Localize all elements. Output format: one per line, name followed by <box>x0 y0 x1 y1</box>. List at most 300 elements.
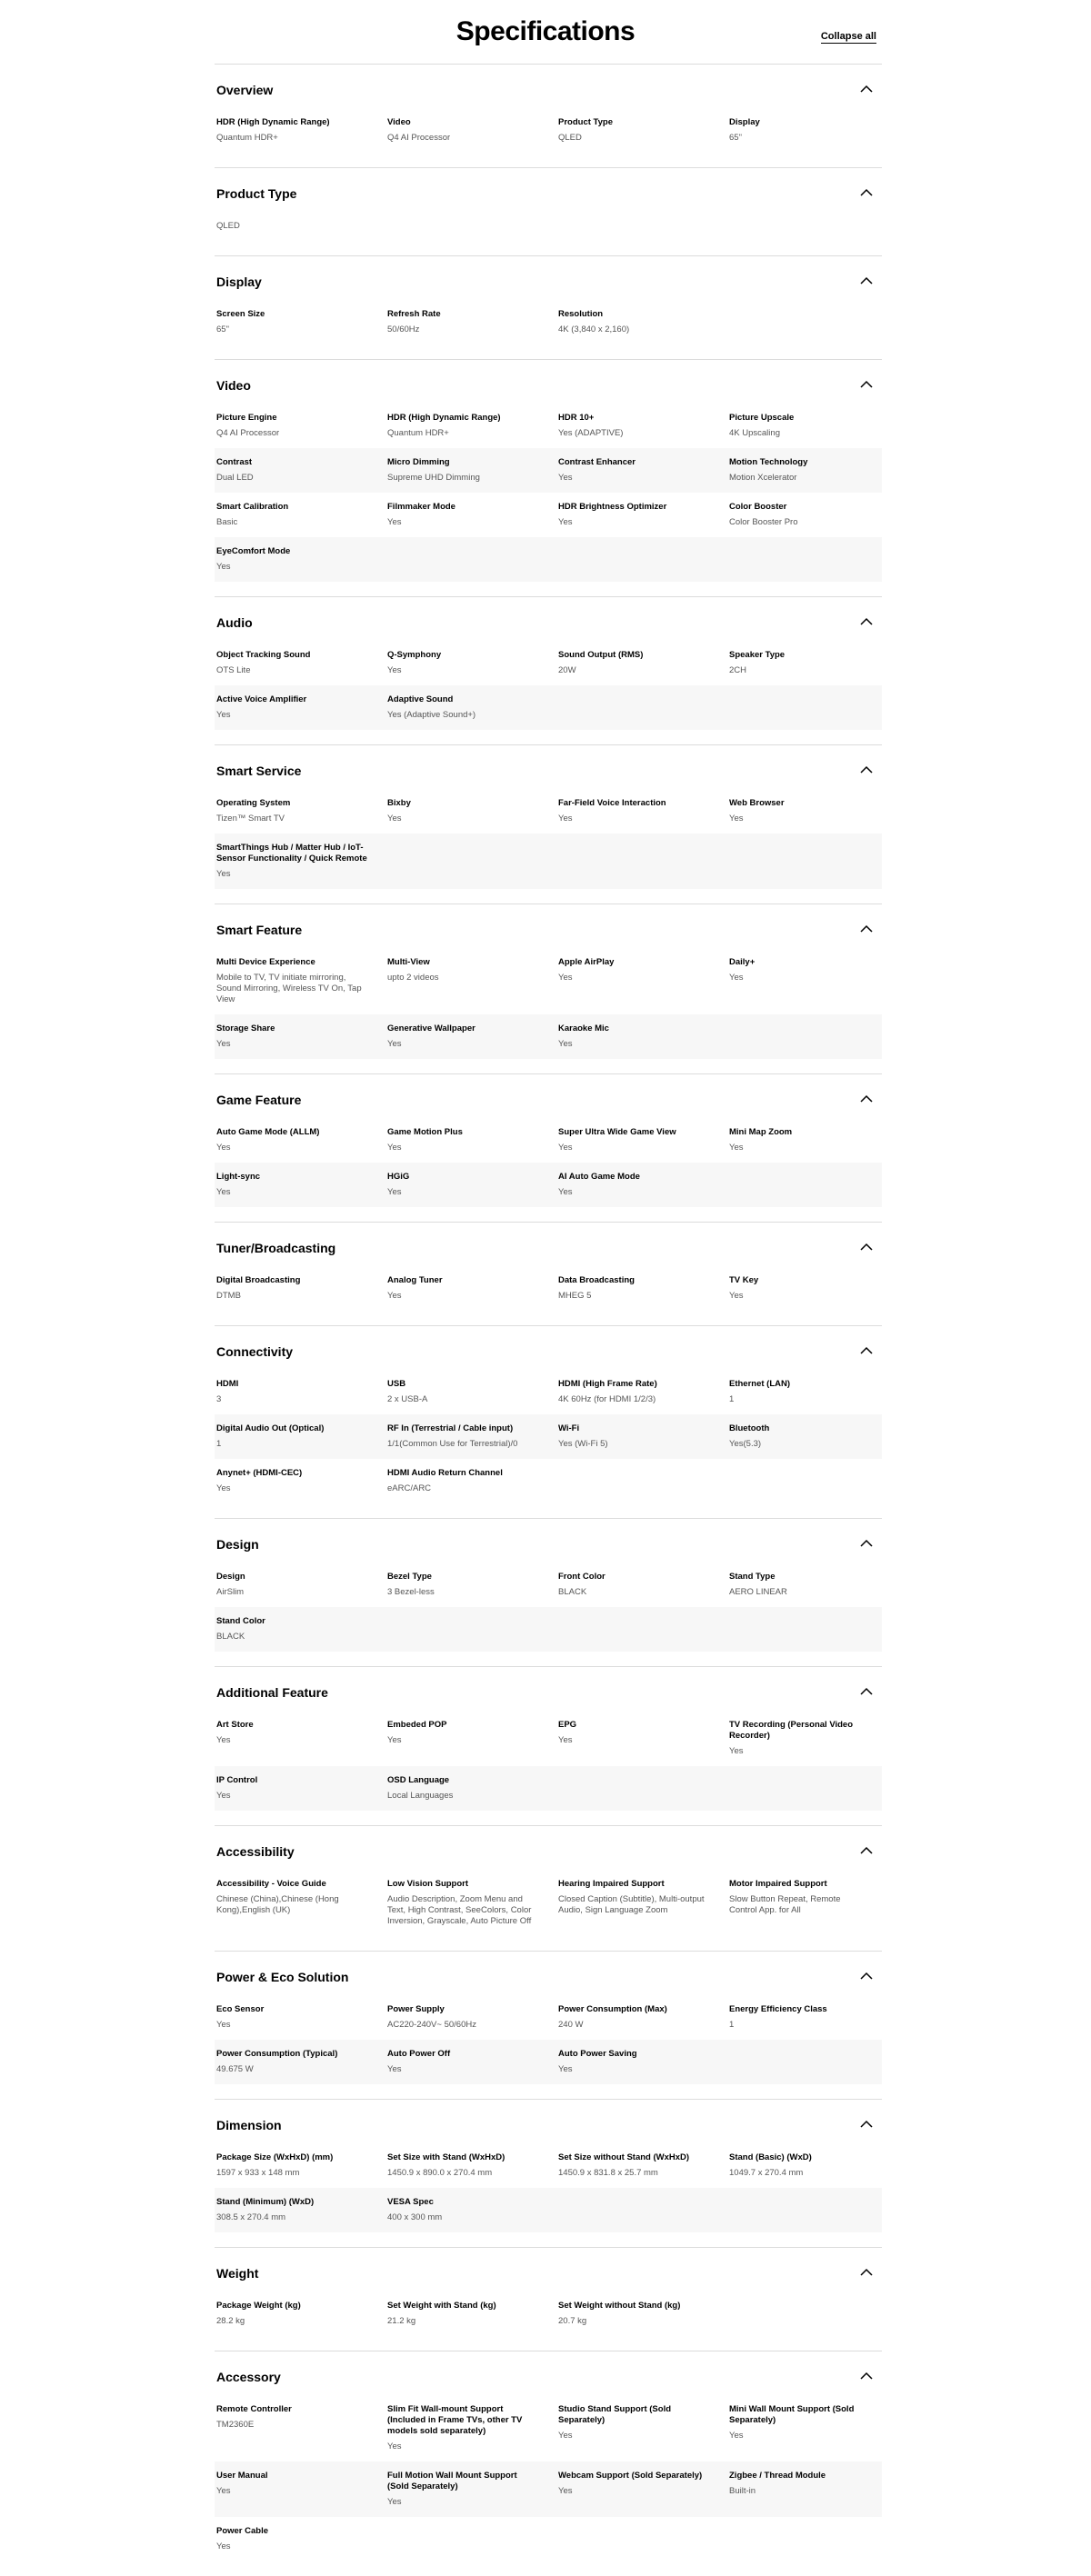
spec-item <box>385 457 556 484</box>
spec-item <box>215 1275 385 1302</box>
spec-section-product-type <box>215 167 882 255</box>
spec-value: DTMB <box>216 1291 241 1301</box>
spec-value: Dual LED <box>216 473 254 483</box>
spec-item <box>385 1275 556 1302</box>
spec-section-display <box>215 255 882 359</box>
section-title: Dimension <box>216 2118 282 2132</box>
spec-label: HDR (High Dynamic Range) <box>216 117 330 127</box>
spec-row <box>215 2291 882 2336</box>
spec-value: Built-in <box>729 2486 756 2496</box>
spec-item <box>556 457 727 484</box>
section-header[interactable] <box>215 2114 882 2136</box>
spec-value: Yes <box>558 1039 573 1049</box>
spec-row <box>215 641 882 685</box>
spec-item <box>215 2471 385 2508</box>
spec-label: Wi-Fi <box>558 1423 580 1433</box>
spec-item <box>727 1720 882 1757</box>
spec-label: User Manual <box>216 2471 268 2481</box>
spec-row <box>215 300 882 344</box>
spec-value: 240 W <box>558 2020 584 2030</box>
spec-item <box>556 2004 727 2031</box>
chevron-up-icon[interactable] <box>860 188 873 197</box>
section-title: Smart Service <box>216 764 302 778</box>
spec-value: Yes <box>216 2486 231 2496</box>
chevron-up-icon[interactable] <box>860 2120 873 2129</box>
spec-value: upto 2 videos <box>387 973 439 983</box>
chevron-up-icon[interactable] <box>860 2371 873 2381</box>
spec-row <box>215 212 882 241</box>
spec-value: Local Languages <box>387 1791 454 1801</box>
spec-value: Q4 AI Processor <box>387 133 451 143</box>
spec-value: MHEG 5 <box>558 1291 592 1301</box>
chevron-up-icon[interactable] <box>860 1972 873 1981</box>
spec-label: Front Color <box>558 1572 606 1582</box>
section-header[interactable] <box>215 2262 882 2284</box>
spec-item <box>215 1720 385 1757</box>
spec-label: RF In (Terrestrial / Cable input) <box>387 1423 514 1433</box>
spec-item <box>727 2471 882 2508</box>
spec-value: Yes <box>216 1039 231 1049</box>
spec-value: 20W <box>558 665 576 675</box>
spec-section-accessory <box>215 2351 882 2576</box>
spec-label: Light-sync <box>216 1172 261 1182</box>
spec-value: OTS Lite <box>216 665 251 675</box>
spec-value: 4K Upscaling <box>729 428 780 438</box>
spec-value: 2 x USB-A <box>387 1394 428 1404</box>
section-header[interactable] <box>215 1237 882 1259</box>
spec-item <box>556 2301 727 2327</box>
spec-item <box>215 117 385 144</box>
spec-item <box>727 2152 882 2179</box>
chevron-up-icon[interactable] <box>860 765 873 774</box>
spec-label: Bixby <box>387 798 411 808</box>
spec-item <box>385 957 556 1005</box>
section-title: Accessory <box>216 2370 281 2384</box>
spec-item <box>556 1127 727 1153</box>
spec-item <box>215 694 385 721</box>
spec-label: Digital Broadcasting <box>216 1275 301 1285</box>
spec-value: Yes <box>216 2020 231 2030</box>
chevron-up-icon[interactable] <box>860 1846 873 1855</box>
spec-item <box>556 502 727 528</box>
spec-item <box>215 798 385 824</box>
spec-item <box>215 309 385 335</box>
spec-item <box>556 1720 727 1757</box>
spec-rows <box>215 1711 882 1811</box>
spec-label: Stand Color <box>216 1616 265 1626</box>
spec-rows <box>215 1370 882 1503</box>
spec-item <box>556 2152 727 2179</box>
spec-value: Yes <box>558 814 573 824</box>
spec-item <box>215 1616 385 1642</box>
spec-value: 1/1(Common Use for Terrestrial)/0 <box>387 1439 518 1449</box>
spec-value: 1450.9 x 890.0 x 270.4 mm <box>387 2168 493 2178</box>
spec-section-dimension <box>215 2099 882 2247</box>
spec-label: HDR 10+ <box>558 413 595 423</box>
spec-section-overview <box>215 64 882 167</box>
spec-row <box>215 2143 882 2188</box>
spec-label: Display <box>729 117 760 127</box>
spec-item <box>215 2197 385 2223</box>
spec-value: Yes <box>729 1143 744 1153</box>
spec-label: Hearing Impaired Support <box>558 1879 665 1889</box>
spec-item <box>215 221 385 232</box>
spec-item <box>215 1879 385 1927</box>
spec-list <box>215 64 882 2576</box>
spec-label: Adaptive Sound <box>387 694 454 704</box>
spec-item <box>556 1423 727 1450</box>
spec-row <box>215 2188 882 2232</box>
spec-label: Storage Share <box>216 1023 275 1033</box>
spec-value: Yes <box>387 1039 402 1049</box>
spec-value: QLED <box>558 133 582 143</box>
spec-label: IP Control <box>216 1775 258 1785</box>
spec-value: Yes <box>387 2497 402 2507</box>
spec-item <box>385 1379 556 1405</box>
spec-item <box>556 117 727 144</box>
spec-label: TV Recording (Personal Video Recorder) <box>729 1720 854 1741</box>
spec-item <box>556 1572 727 1598</box>
spec-label: Micro Dimming <box>387 457 450 467</box>
spec-value: AirSlim <box>216 1587 245 1597</box>
spec-value: Yes <box>558 2431 573 2441</box>
spec-value: TM2360E <box>216 2420 255 2430</box>
spec-label: Digital Audio Out (Optical) <box>216 1423 325 1433</box>
spec-value: Yes <box>558 517 573 527</box>
spec-label: HDR (High Dynamic Range) <box>387 413 501 423</box>
spec-item <box>215 1172 385 1198</box>
chevron-up-icon[interactable] <box>860 85 873 94</box>
spec-label: Smart Calibration <box>216 502 289 512</box>
spec-value: Motion Xcelerator <box>729 473 797 483</box>
spec-item <box>556 1379 727 1405</box>
spec-row <box>215 1370 882 1414</box>
spec-label: Package Weight (kg) <box>216 2301 301 2311</box>
spec-section-audio <box>215 596 882 744</box>
spec-row <box>215 1014 882 1059</box>
spec-item <box>385 1572 556 1598</box>
spec-item <box>385 650 556 676</box>
spec-value: 2CH <box>729 665 747 675</box>
spec-item <box>727 2404 882 2452</box>
spec-item <box>215 1127 385 1153</box>
spec-value: Quantum HDR+ <box>216 133 278 143</box>
spec-item <box>727 798 882 824</box>
spec-label: Generative Wallpaper <box>387 1023 475 1033</box>
spec-item <box>385 2301 556 2327</box>
section-header[interactable] <box>215 919 882 941</box>
spec-item <box>385 1423 556 1450</box>
spec-row <box>215 108 882 153</box>
spec-value: Yes <box>216 1483 231 1493</box>
spec-value: Yes <box>387 517 402 527</box>
spec-rows <box>215 1995 882 2084</box>
spec-rows <box>215 404 882 582</box>
section-header[interactable] <box>215 1341 882 1363</box>
chevron-up-icon[interactable] <box>860 924 873 934</box>
spec-item <box>215 1572 385 1598</box>
spec-item <box>556 650 727 676</box>
spec-label: Analog Tuner <box>387 1275 443 1285</box>
spec-label: Eco Sensor <box>216 2004 265 2014</box>
spec-item <box>215 413 385 439</box>
spec-label: Slim Fit Wall-mount Support (Included in Frame TVs, other TV models sold separately) <box>387 2404 523 2436</box>
spec-section-design <box>215 1518 882 1666</box>
spec-section-connectivity <box>215 1325 882 1518</box>
spec-value: Mobile to TV, TV initiate mirroring, Sound Mirroring, Wireless TV On, Tap View <box>216 973 362 1004</box>
spec-value: 3 <box>216 1394 222 1404</box>
chevron-up-icon[interactable] <box>860 1346 873 1355</box>
section-header[interactable] <box>215 1089 882 1111</box>
spec-label: Set Size with Stand (WxHxD) <box>387 2152 505 2162</box>
section-header[interactable] <box>215 612 882 634</box>
spec-value: Slow Button Repeat, Remote Control App. for All <box>729 1894 841 1915</box>
spec-label: Design <box>216 1572 245 1582</box>
spec-item <box>385 1023 556 1050</box>
spec-label: Karaoke Mic <box>558 1023 609 1033</box>
spec-item <box>215 546 385 573</box>
spec-row <box>215 2517 882 2561</box>
spec-label: USB <box>387 1379 406 1389</box>
spec-value: Yes <box>216 869 231 879</box>
spec-label: Package Size (WxHxD) (mm) <box>216 2152 334 2162</box>
spec-item <box>215 1468 385 1494</box>
section-title: Product Type <box>216 186 297 201</box>
section-header[interactable] <box>215 2366 882 2388</box>
spec-value: Closed Caption (Subtitle), Multi-output Audio, Sign Language Zoom <box>558 1894 705 1915</box>
spec-label: Super Ultra Wide Game View <box>558 1127 676 1137</box>
spec-item <box>727 1379 882 1405</box>
spec-item <box>727 457 882 484</box>
spec-item <box>727 1127 882 1153</box>
spec-label: Sound Output (RMS) <box>558 650 644 660</box>
section-header[interactable] <box>215 1533 882 1555</box>
spec-value: 4K 60Hz (for HDMI 1/2/3) <box>558 1394 656 1404</box>
spec-label: Remote Controller <box>216 2404 292 2414</box>
spec-value: Yes <box>216 1143 231 1153</box>
chevron-up-icon[interactable] <box>860 1094 873 1103</box>
section-header[interactable] <box>215 79 882 101</box>
spec-row <box>215 1711 882 1766</box>
spec-value: 21.2 kg <box>387 2316 416 2326</box>
section-header[interactable] <box>215 271 882 293</box>
spec-value: Yes (ADAPTIVE) <box>558 428 624 438</box>
spec-value: 308.5 x 270.4 mm <box>216 2212 286 2222</box>
spec-label: Motor Impaired Support <box>729 1879 827 1889</box>
section-header[interactable] <box>215 1841 882 1862</box>
spec-item <box>215 1775 385 1802</box>
spec-value: Yes <box>729 1746 744 1756</box>
spec-row <box>215 1607 882 1652</box>
chevron-up-icon[interactable] <box>860 1539 873 1548</box>
spec-value: Chinese (China),Chinese (Hong Kong),English (UK) <box>216 1894 339 1915</box>
spec-label: Power Supply <box>387 2004 445 2014</box>
spec-label: Contrast <box>216 457 253 467</box>
spec-value: Yes <box>729 814 744 824</box>
spec-row <box>215 1766 882 1811</box>
spec-value: Yes <box>387 1291 402 1301</box>
spec-value: 49.675 W <box>216 2064 254 2074</box>
spec-label: Q-Symphony <box>387 650 442 660</box>
spec-value: Yes <box>558 1735 573 1745</box>
spec-label: Set Weight without Stand (kg) <box>558 2301 681 2311</box>
spec-value: 1 <box>729 2020 735 2030</box>
section-header[interactable] <box>215 183 882 205</box>
section-title: Weight <box>216 2266 259 2281</box>
spec-label: Mini Map Zoom <box>729 1127 793 1137</box>
spec-item <box>556 2471 727 2508</box>
spec-item <box>215 2301 385 2327</box>
spec-value: 4K (3,840 x 2,160) <box>558 324 630 334</box>
spec-label: Resolution <box>558 309 604 319</box>
spec-value: Yes <box>558 1143 573 1153</box>
spec-value: BLACK <box>558 1587 587 1597</box>
spec-rows <box>215 300 882 344</box>
spec-label: Power Consumption (Typical) <box>216 2049 338 2059</box>
spec-row <box>215 1870 882 1936</box>
spec-row <box>215 1414 882 1459</box>
section-header[interactable] <box>215 1682 882 1703</box>
chevron-up-icon[interactable] <box>860 276 873 285</box>
spec-label: Auto Power Off <box>387 2049 451 2059</box>
spec-item <box>385 1172 556 1198</box>
spec-row <box>215 834 882 889</box>
spec-rows <box>215 1870 882 1936</box>
spec-row <box>215 448 882 493</box>
spec-label: Zigbee / Thread Module <box>729 2471 826 2481</box>
spec-row <box>215 2461 882 2517</box>
section-title: Additional Feature <box>216 1685 328 1700</box>
spec-row <box>215 493 882 537</box>
chevron-up-icon[interactable] <box>860 1243 873 1252</box>
collapse-all-link[interactable]: Collapse all <box>820 31 876 42</box>
section-title: Smart Feature <box>216 923 303 937</box>
spec-item <box>385 1720 556 1757</box>
spec-row <box>215 1266 882 1311</box>
spec-rows <box>215 2291 882 2336</box>
spec-label: Picture Upscale <box>729 413 795 423</box>
spec-label: SmartThings Hub / Matter Hub / IoT-Sensor Functionality / Quick Remote <box>216 843 367 864</box>
spec-label: Apple AirPlay <box>558 957 615 967</box>
spec-item <box>556 798 727 824</box>
spec-value: 28.2 kg <box>216 2316 245 2326</box>
spec-label: Stand Type <box>729 1572 776 1582</box>
chevron-up-icon[interactable] <box>860 617 873 626</box>
spec-value: Yes <box>558 2064 573 2074</box>
chevron-up-icon[interactable] <box>860 1687 873 1696</box>
spec-item <box>556 2049 727 2075</box>
spec-rows <box>215 1118 882 1207</box>
spec-label: Filmmaker Mode <box>387 502 455 512</box>
spec-row <box>215 2040 882 2084</box>
page-title: Specifications <box>455 16 636 46</box>
spec-value: 65" <box>216 324 229 334</box>
spec-value: 1450.9 x 831.8 x 25.7 mm <box>558 2168 658 2178</box>
spec-label: HDR Brightness Optimizer <box>558 502 667 512</box>
spec-row <box>215 1163 882 1207</box>
spec-value: Yes <box>387 2441 402 2451</box>
spec-value: Yes <box>387 1143 402 1153</box>
spec-item <box>727 1572 882 1598</box>
spec-value: 20.7 kg <box>558 2316 587 2326</box>
spec-label: Picture Engine <box>216 413 277 423</box>
spec-item <box>556 309 727 335</box>
spec-label: Embeded POP <box>387 1720 447 1730</box>
spec-item <box>727 650 882 676</box>
spec-label: Studio Stand Support (Sold Separately) <box>558 2404 672 2425</box>
spec-item <box>727 117 882 144</box>
spec-item <box>727 1275 882 1302</box>
spec-label: VESA Spec <box>387 2197 434 2207</box>
section-header[interactable] <box>215 1966 882 1988</box>
spec-label: Motion Technology <box>729 457 808 467</box>
spec-item <box>556 1879 727 1927</box>
section-title: Video <box>216 378 251 393</box>
spec-value: 50/60Hz <box>387 324 420 334</box>
section-title: Design <box>216 1537 259 1552</box>
section-title: Tuner/Broadcasting <box>216 1241 336 1255</box>
section-title: Power & Eco Solution <box>216 1970 349 1984</box>
spec-value: Yes <box>216 710 231 720</box>
spec-label: Game Motion Plus <box>387 1127 463 1137</box>
chevron-up-icon[interactable] <box>860 2268 873 2277</box>
spec-value: Yes (Wi-Fi 5) <box>558 1439 608 1449</box>
spec-item <box>385 117 556 144</box>
spec-label: EyeComfort Mode <box>216 546 291 556</box>
spec-row <box>215 1118 882 1163</box>
spec-value: Yes <box>216 1735 231 1745</box>
spec-section-smart-service <box>215 744 882 904</box>
spec-label: TV Key <box>729 1275 759 1285</box>
section-header[interactable] <box>215 760 882 782</box>
spec-item <box>556 957 727 1005</box>
spec-label: Full Motion Wall Mount Support (Sold Separately) <box>387 2471 517 2491</box>
spec-value: Quantum HDR+ <box>387 428 449 438</box>
spec-row <box>215 1563 882 1607</box>
spec-item <box>385 2004 556 2031</box>
spec-value: 1 <box>216 1439 222 1449</box>
section-header[interactable] <box>215 374 882 396</box>
chevron-up-icon[interactable] <box>860 380 873 389</box>
section-title: Accessibility <box>216 1844 295 1859</box>
spec-item <box>385 798 556 824</box>
spec-item <box>215 843 385 880</box>
spec-label: Anynet+ (HDMI-CEC) <box>216 1468 303 1478</box>
spec-value: QLED <box>216 221 240 231</box>
spec-label: AI Auto Game Mode <box>558 1172 640 1182</box>
spec-label: HGiG <box>387 1172 410 1182</box>
section-title: Audio <box>216 615 253 630</box>
spec-item <box>556 1172 727 1198</box>
spec-row <box>215 1995 882 2040</box>
spec-value: Yes <box>558 1187 573 1197</box>
spec-rows <box>215 641 882 730</box>
spec-value: Yes <box>216 1791 231 1801</box>
spec-item <box>385 694 556 721</box>
spec-item <box>556 2404 727 2452</box>
section-title: Game Feature <box>216 1093 302 1107</box>
spec-label: Bezel Type <box>387 1572 432 1582</box>
spec-item <box>385 2049 556 2075</box>
spec-value: Yes <box>558 473 573 483</box>
spec-value: Q4 AI Processor <box>216 428 280 438</box>
spec-value: 1049.7 x 270.4 mm <box>729 2168 804 2178</box>
spec-label: Webcam Support (Sold Separately) <box>558 2471 703 2481</box>
spec-label: HDMI Audio Return Channel <box>387 1468 503 1478</box>
spec-value: Yes <box>387 814 402 824</box>
section-title: Overview <box>216 83 274 97</box>
spec-item <box>385 2471 556 2508</box>
